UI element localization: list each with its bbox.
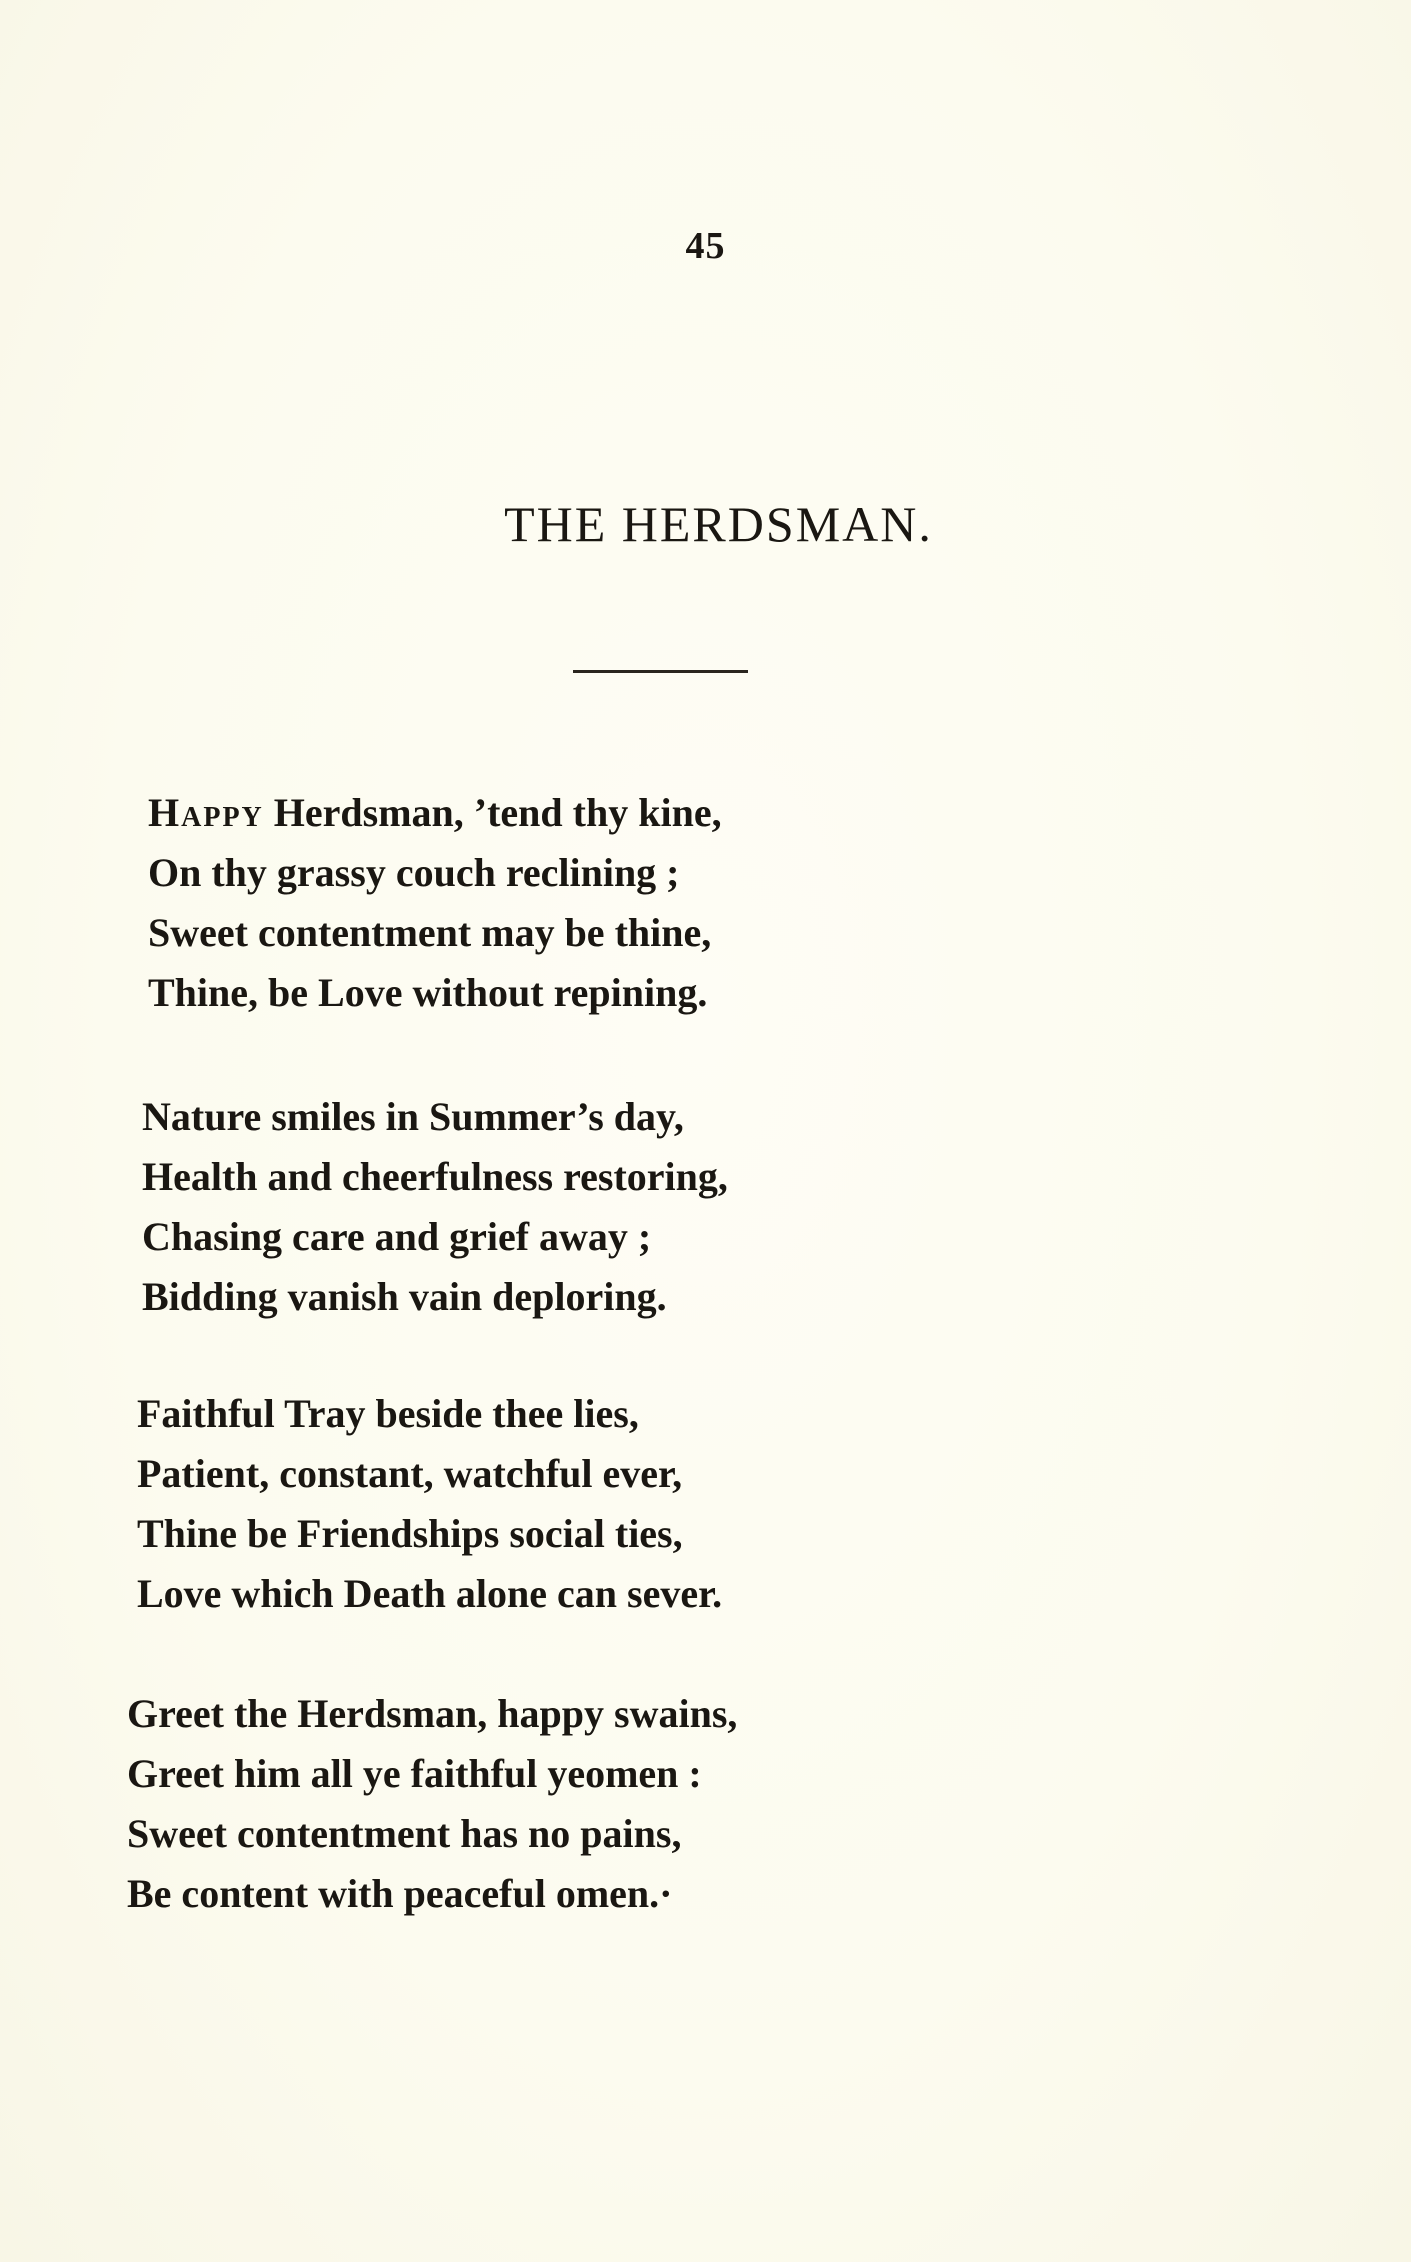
stanza-2 (142, 1087, 728, 1327)
stanza-4 (127, 1684, 737, 1924)
verse-line: Sweet contentment has no pains, (127, 1811, 682, 1856)
opening-small-caps-word: Happy (148, 790, 264, 835)
verse-line-rest: Herdsman, ’tend thy kine, (263, 790, 722, 835)
verse-line: Chasing care and grief away ; (142, 1214, 652, 1259)
page-number: 45 (685, 225, 726, 267)
title-divider-rule (573, 670, 748, 673)
poem-title: THE HERDSMAN. (504, 496, 933, 552)
verse-line: Thine be Friendships social ties, (137, 1511, 683, 1556)
verse-line: Sweet contentment may be thine, (148, 910, 712, 955)
verse-line: Love which Death alone can sever. (137, 1571, 723, 1616)
verse-line: Be content with peaceful omen.· (127, 1871, 673, 1916)
verse-line: On thy grassy couch reclining ; (148, 850, 680, 895)
stanza-3 (137, 1384, 722, 1624)
verse-line: Patient, constant, watchful ever, (137, 1451, 683, 1496)
verse-line: Thine, be Love without repining. (148, 970, 708, 1015)
verse-line: Bidding vanish vain deploring. (142, 1274, 667, 1319)
verse-line: Faithful Tray beside thee lies, (137, 1391, 639, 1436)
verse-line: Health and cheerfulness restoring, (142, 1154, 728, 1199)
verse-line: Greet the Herdsman, happy swains, (127, 1691, 738, 1736)
stanza-1 (148, 783, 722, 1023)
verse-line: Nature smiles in Summer’s day, (142, 1094, 684, 1139)
verse-line: Greet him all ye faithful yeomen : (127, 1751, 702, 1796)
verse-line (148, 783, 722, 843)
